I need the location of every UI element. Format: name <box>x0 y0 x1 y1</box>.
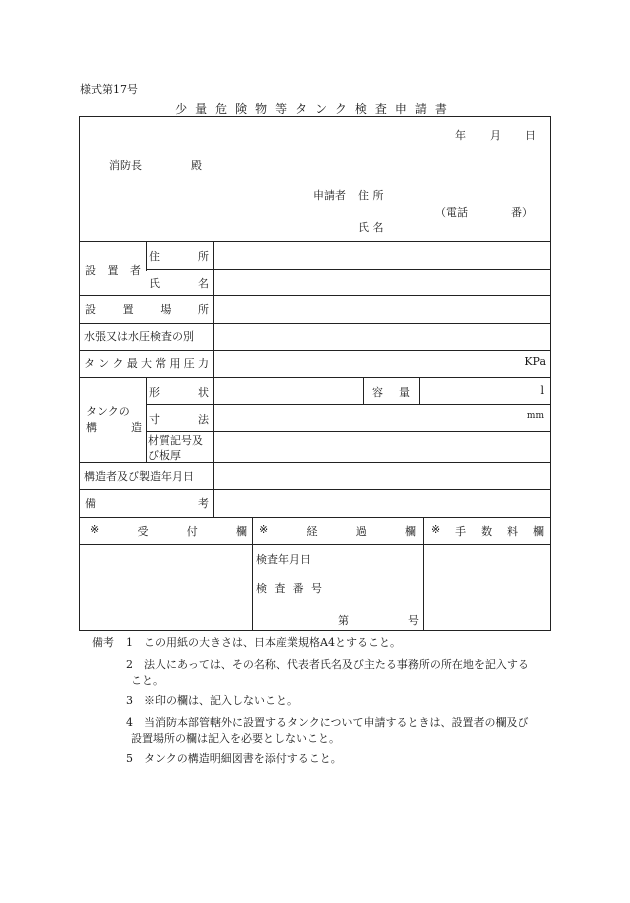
progress-header: ※ 経 過 欄 <box>259 523 416 538</box>
note-1-text: この用紙の大きさは、日本産業規格A4とすること。 <box>144 636 401 649</box>
col-divider <box>213 241 214 517</box>
shape-label: 形 状 <box>149 386 209 399</box>
installer-name-label: 氏 名 <box>149 277 209 290</box>
note-2-text-cont: こと。 <box>131 674 164 687</box>
note-4-text: 当消防本部管轄外に設置するタンクについて申請するときは、設置者の欄及び <box>144 716 529 729</box>
row-divider <box>80 295 550 296</box>
phone-close-label: 番） <box>511 206 533 219</box>
row-divider <box>80 544 550 545</box>
addressee-label: 消防長 <box>109 159 142 172</box>
address-label: 住 所 <box>358 189 384 202</box>
row-divider <box>146 269 550 270</box>
form-title: 少量危険物等タンク検査申請書 <box>175 102 455 116</box>
col-divider <box>419 377 420 404</box>
note-1-number: 1 <box>126 636 133 649</box>
inspection-date-label: 検査年月日 <box>256 553 311 566</box>
structure-label-1: タンクの <box>86 405 130 418</box>
dimensions-unit: mm <box>526 411 544 421</box>
col-divider <box>146 377 147 462</box>
row-divider <box>80 377 550 378</box>
form-number: 様式第17号 <box>80 83 138 96</box>
row-divider <box>80 350 550 351</box>
row-divider <box>80 517 550 518</box>
install-place-label: 設 置 場 所 <box>85 303 209 316</box>
material-label-1: 材質記号及 <box>148 434 203 447</box>
form-table <box>79 116 551 631</box>
go-label: 号 <box>408 614 419 627</box>
note-4-text-cont: 設置場所の欄は記入を必要としないこと。 <box>131 732 340 745</box>
capacity-label: 容 量 <box>372 386 410 399</box>
max-pressure-label: タ ン ク 最 大 常 用 圧 力 <box>84 357 209 370</box>
note-3-text: ※印の欄は、記入しないこと。 <box>144 694 298 707</box>
reception-header: ※ 受 付 欄 <box>90 523 247 538</box>
installer-address-label: 住 所 <box>149 250 209 263</box>
note-2-number: 2 <box>126 658 133 671</box>
row-divider <box>80 241 550 242</box>
honorific-label: 殿 <box>191 159 202 172</box>
material-label-2: び板厚 <box>148 449 181 462</box>
capacity-unit: l <box>540 384 544 397</box>
name-label: 氏 名 <box>358 221 384 234</box>
row-divider <box>80 489 550 490</box>
row-divider <box>80 323 550 324</box>
applicant-label: 申請者 <box>313 189 346 202</box>
note-3-number: 3 <box>126 694 133 707</box>
col-divider <box>423 517 424 630</box>
installer-label: 設 置 者 <box>85 264 141 277</box>
dai-label: 第 <box>338 614 349 627</box>
remarks-label: 備 考 <box>85 497 209 510</box>
fee-header: ※ 手 数 料 欄 <box>431 523 544 538</box>
row-divider <box>146 431 550 432</box>
note-2-text: 法人にあっては、その名称、代表者氏名及び主たる事務所の所在地を記入する <box>144 658 529 671</box>
col-divider <box>146 241 147 271</box>
month-label: 月 <box>490 129 501 142</box>
test-type-label: 水張又は水圧検査の別 <box>84 330 194 343</box>
phone-open-label: （電話 <box>435 206 468 219</box>
day-label: 日 <box>525 129 536 142</box>
notes-label: 備考 <box>92 636 114 649</box>
inspection-number-label: 検 査 番 号 <box>256 582 322 595</box>
col-divider <box>363 377 364 404</box>
dimensions-label: 寸 法 <box>149 413 209 426</box>
year-label: 年 <box>455 129 466 142</box>
note-4-number: 4 <box>126 716 133 729</box>
row-divider <box>146 404 550 405</box>
pressure-unit: KPa <box>524 355 546 368</box>
note-5-number: 5 <box>126 752 133 765</box>
col-divider <box>252 517 253 630</box>
note-5-text: タンクの構造明細図書を添付すること。 <box>144 752 342 765</box>
builder-date-label: 構造者及び製造年月日 <box>84 470 194 483</box>
structure-label-2: 構 造 <box>86 421 142 434</box>
